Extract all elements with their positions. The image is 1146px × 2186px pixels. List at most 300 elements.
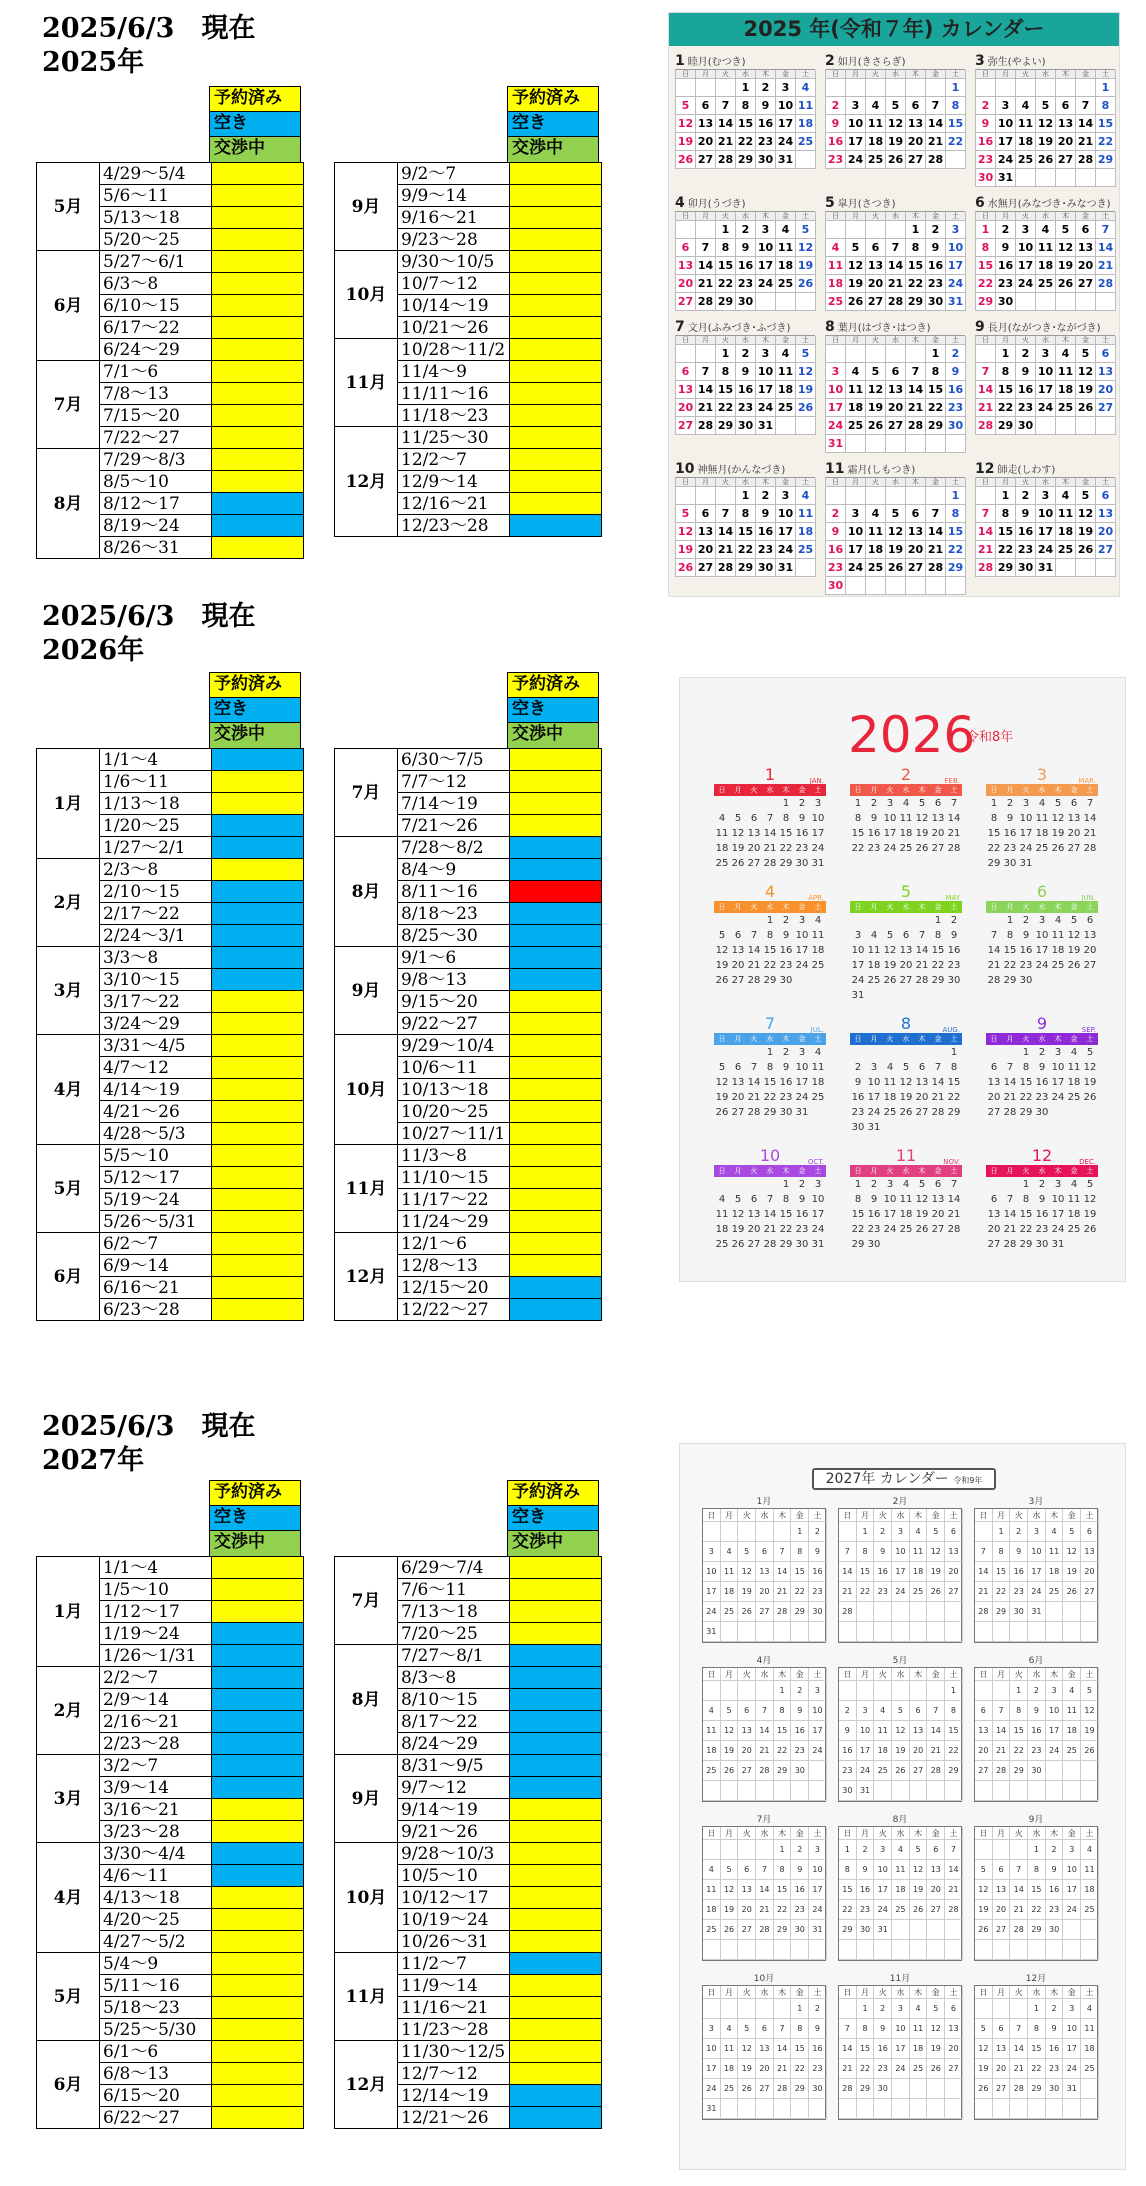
day: 14	[947, 1194, 961, 1205]
day: 4	[1081, 1999, 1099, 2019]
day: 4	[826, 239, 846, 257]
empty-day	[676, 345, 696, 363]
month-number: 10	[759, 1146, 781, 1165]
day: 6	[750, 1194, 758, 1205]
weekday-label: 日	[976, 336, 996, 345]
day: 30	[947, 975, 961, 986]
day: 22	[779, 843, 793, 854]
day: 8	[766, 930, 774, 941]
day: 1	[906, 221, 926, 239]
weekday-label: 土	[809, 1668, 827, 1681]
status-cell-booked	[510, 1887, 602, 1909]
empty-day	[946, 435, 966, 453]
week-range-cell: 5/11～16	[100, 1975, 212, 1997]
weekday-label: 火	[1016, 336, 1036, 345]
day: 15	[1019, 1209, 1033, 1220]
day: 23	[736, 275, 756, 293]
day: 9	[1016, 505, 1036, 523]
day: 3	[1054, 1179, 1062, 1190]
weekday-label: 日	[976, 212, 996, 221]
day: 2	[870, 1179, 878, 1190]
day: 2	[791, 1840, 809, 1860]
day: 1	[854, 1179, 862, 1190]
day: 26	[738, 2079, 756, 2099]
day: 19	[866, 399, 886, 417]
day: 30	[1046, 1920, 1064, 1940]
table-row	[335, 1145, 602, 1167]
day: 11	[1046, 1542, 1064, 1562]
empty-day	[1046, 1602, 1064, 1622]
weekday-label: 日	[676, 212, 696, 221]
day: 23	[1010, 1582, 1028, 1602]
weekday-label: 木	[906, 212, 926, 221]
status-cell-booked	[212, 1057, 304, 1079]
week-range-cell: 9/30～10/5	[398, 251, 510, 273]
day: 28	[927, 1761, 945, 1781]
empty-day	[906, 487, 926, 505]
month-number: 11	[895, 1146, 917, 1165]
day: 30	[756, 559, 776, 577]
empty-day	[721, 1522, 739, 1542]
week-range-cell: 7/21～26	[398, 815, 510, 837]
week-range-cell: 6/10～15	[100, 295, 212, 317]
weekday-label: 金	[926, 336, 946, 345]
day: 29	[1028, 2079, 1046, 2099]
day: 2	[1006, 798, 1014, 809]
status-cell-booked	[212, 1557, 304, 1579]
day: 4	[718, 813, 726, 824]
day: 28	[975, 1602, 993, 1622]
empty-day	[756, 1681, 774, 1701]
empty-day	[866, 79, 886, 97]
week-range-cell: 8/5～10	[100, 471, 212, 493]
day: 26	[915, 1224, 929, 1235]
day: 10	[846, 523, 866, 541]
status-cell-booked	[510, 1865, 602, 1887]
day: 22	[774, 1741, 792, 1761]
empty-day	[738, 1840, 756, 1860]
month-calendar	[986, 883, 1098, 1003]
day: 5	[910, 1840, 928, 1860]
day: 5	[1086, 1047, 1094, 1058]
empty-day	[975, 1781, 993, 1801]
weekday-label: 金	[934, 1035, 942, 1043]
day: 25	[1046, 1582, 1064, 1602]
weekday-label: 月	[696, 478, 716, 487]
day: 24	[883, 1224, 897, 1235]
day: 3	[1016, 221, 1036, 239]
day: 27	[756, 2079, 774, 2099]
day: 24	[811, 843, 825, 854]
day: 11	[874, 1721, 892, 1741]
day: 18	[796, 115, 816, 133]
status-cell-booked	[510, 273, 602, 295]
day: 10	[883, 813, 897, 824]
weekday-label: 金	[927, 1509, 945, 1522]
empty-day	[886, 221, 906, 239]
day: 26	[910, 1900, 928, 1920]
day: 3	[854, 930, 862, 941]
month-cell: 5月	[37, 1953, 100, 2041]
day: 4	[814, 1047, 822, 1058]
month-calendar	[825, 195, 965, 311]
empty-day	[676, 221, 696, 239]
day: 5	[1086, 1179, 1094, 1190]
status-cell-free	[510, 1299, 602, 1321]
day: 27	[866, 293, 886, 311]
weekday-label: 月	[996, 212, 1016, 221]
day: 17	[1035, 945, 1049, 956]
empty-day	[886, 435, 906, 453]
empty-day	[1076, 559, 1096, 577]
day: 12	[1083, 1062, 1097, 1073]
day: 18	[899, 1209, 913, 1220]
day: 16	[1046, 1880, 1064, 1900]
day: 11	[899, 1194, 913, 1205]
week-range-cell: 6/16～21	[100, 1277, 212, 1299]
day: 26	[721, 1761, 739, 1781]
weekday-label: 土	[814, 1035, 822, 1043]
day: 2	[1016, 345, 1036, 363]
day: 2	[809, 1999, 827, 2019]
calendar-2026-era: 令和8年	[966, 730, 1014, 745]
day: 10	[703, 2039, 721, 2059]
empty-day	[927, 2079, 945, 2099]
weekday-label: 土	[1086, 903, 1094, 911]
day: 8	[946, 97, 966, 115]
weekday-label: 日	[676, 70, 696, 79]
weekday-label: 月	[993, 1986, 1011, 1999]
day: 2	[809, 1522, 827, 1542]
day: 17	[857, 1741, 875, 1761]
day-grid	[675, 335, 815, 435]
day: 27	[886, 417, 906, 435]
day: 8	[716, 239, 736, 257]
day: 2	[756, 79, 776, 97]
day: 10	[809, 1860, 827, 1880]
day: 17	[1063, 2039, 1081, 2059]
empty-day	[703, 1940, 721, 1960]
empty-day	[882, 1045, 898, 1060]
day: 9	[826, 115, 846, 133]
day: 13	[987, 1077, 1001, 1088]
empty-day	[738, 1940, 756, 1960]
empty-day	[976, 487, 996, 505]
day: 19	[1056, 257, 1076, 275]
weekday-label: 月	[1006, 1167, 1014, 1175]
day: 17	[1016, 257, 1036, 275]
status-cell-booked	[212, 1255, 304, 1277]
week-range-cell: 8/11～16	[398, 881, 510, 903]
status-cell-booked	[212, 1579, 304, 1601]
table-row	[335, 1557, 602, 1579]
day: 30	[839, 1781, 857, 1801]
day: 27	[906, 151, 926, 169]
status-cell-booked	[510, 1557, 602, 1579]
day: 9	[826, 523, 846, 541]
weekday-label: 月	[993, 1827, 1011, 1840]
day: 11	[715, 828, 729, 839]
day: 20	[731, 960, 745, 971]
weekday-label: 水	[1028, 1827, 1046, 1840]
day: 10	[851, 945, 865, 956]
day: 18	[703, 1741, 721, 1761]
week-range-cell: 1/27～2/1	[100, 837, 212, 859]
status-cell-free	[212, 969, 304, 991]
day: 18	[1051, 945, 1065, 956]
day: 26	[715, 975, 729, 986]
weekday-label: 金	[1070, 903, 1078, 911]
day: 7	[975, 1542, 993, 1562]
day: 14	[774, 2039, 792, 2059]
month-english: SEP.	[1081, 1026, 1096, 1034]
day: 1	[791, 1999, 809, 2019]
day: 22	[851, 843, 865, 854]
status-cell-booked	[212, 1975, 304, 1997]
day: 14	[839, 2039, 857, 2059]
day: 8	[791, 2019, 809, 2039]
weekday-label: 火	[1016, 212, 1036, 221]
day: 20	[696, 133, 716, 151]
week-range-cell: 10/27～11/1	[398, 1123, 510, 1145]
weekday-label: 水	[1036, 212, 1056, 221]
day: 21	[839, 2059, 857, 2079]
empty-day	[898, 913, 914, 928]
day: 2	[791, 1681, 809, 1701]
day: 15	[716, 257, 736, 275]
weekday-label: 日	[975, 1668, 993, 1681]
day: 8	[736, 97, 756, 115]
weekday-label: 木	[774, 1668, 792, 1681]
weekday-label: 日	[990, 1035, 998, 1043]
day: 30	[1028, 1761, 1046, 1781]
day: 18	[715, 1224, 729, 1235]
day: 13	[696, 523, 716, 541]
day: 26	[927, 2059, 945, 2079]
day: 1	[736, 79, 756, 97]
status-cell-booked	[510, 427, 602, 449]
day: 19	[1051, 828, 1065, 839]
day: 7	[993, 1701, 1011, 1721]
empty-day	[846, 221, 866, 239]
month-english: OCT.	[807, 1158, 824, 1166]
day: 12	[676, 523, 696, 541]
day: 9	[1038, 1062, 1046, 1073]
day: 1	[1096, 79, 1116, 97]
status-cell-booked	[212, 1601, 304, 1623]
day: 12	[886, 523, 906, 541]
day: 1	[1022, 1179, 1030, 1190]
table-row	[37, 1035, 304, 1057]
week-range-cell: 1/13～18	[100, 793, 212, 815]
empty-day	[774, 1622, 792, 1642]
day: 26	[975, 2079, 993, 2099]
day-grid	[975, 477, 1115, 577]
day: 6	[1081, 1522, 1099, 1542]
day: 19	[927, 2039, 945, 2059]
day: 20	[906, 133, 926, 151]
day: 27	[738, 1920, 756, 1940]
day: 20	[931, 828, 945, 839]
weekday-label: 木	[1054, 1167, 1062, 1175]
day: 14	[756, 1880, 774, 1900]
day: 26	[1081, 1741, 1099, 1761]
empty-day	[906, 435, 926, 453]
day: 9	[791, 1701, 809, 1721]
weekday-label: 水	[902, 1167, 910, 1175]
status-cell-booked	[212, 2019, 304, 2041]
month-cell: 7月	[37, 361, 100, 449]
month-number: 3	[975, 53, 985, 69]
day: 29	[763, 975, 777, 986]
legend-free: 空き	[508, 112, 598, 137]
day: 2	[826, 97, 846, 115]
day: 19	[886, 133, 906, 151]
empty-day	[703, 1681, 721, 1701]
status-cell-free	[510, 1667, 602, 1689]
day: 28	[1010, 2079, 1028, 2099]
empty-day	[746, 1177, 762, 1192]
day: 15	[763, 945, 777, 956]
month-calendar	[850, 766, 962, 871]
day: 17	[892, 2039, 910, 2059]
status-cell-free	[212, 1667, 304, 1689]
day: 28	[716, 151, 736, 169]
weekday-label: 金	[798, 1035, 806, 1043]
day: 26	[886, 151, 906, 169]
empty-day	[1076, 293, 1096, 311]
weekday-label: 木	[774, 1986, 792, 1999]
day: 28	[763, 858, 777, 869]
day: 18	[1081, 2039, 1099, 2059]
day: 13	[1096, 505, 1116, 523]
day: 8	[716, 363, 736, 381]
day: 21	[1096, 257, 1116, 275]
week-range-cell: 5/20～25	[100, 229, 212, 251]
legend-nego: 交渉中	[508, 1531, 598, 1556]
day-grid	[850, 1045, 962, 1135]
month-calendar	[975, 461, 1115, 595]
day: 4	[1056, 345, 1076, 363]
day: 6	[756, 1542, 774, 1562]
day: 11	[715, 1209, 729, 1220]
status-cell-booked	[510, 1843, 602, 1865]
day: 9	[874, 1542, 892, 1562]
day: 17	[811, 1209, 825, 1220]
empty-day	[850, 913, 866, 928]
empty-day	[866, 1045, 882, 1060]
day: 24	[756, 275, 776, 293]
weekday-label: 水	[1028, 1509, 1046, 1522]
status-cell-booked	[510, 1579, 602, 1601]
day: 27	[1056, 151, 1076, 169]
day: 1	[946, 79, 966, 97]
day: 17	[809, 1721, 827, 1741]
day: 9	[996, 239, 1016, 257]
status-cell-booked	[212, 1167, 304, 1189]
empty-day	[809, 1940, 827, 1960]
day: 21	[975, 1582, 993, 1602]
day: 9	[839, 1721, 857, 1741]
weekday-label: 水	[886, 70, 906, 79]
status-cell-free	[510, 2085, 602, 2107]
day: 26	[1051, 843, 1065, 854]
empty-day	[906, 79, 926, 97]
day: 12	[846, 257, 866, 275]
month-cell: 2月	[37, 859, 100, 947]
day: 28	[1083, 843, 1097, 854]
day: 20	[676, 399, 696, 417]
day: 10	[996, 115, 1016, 133]
day: 3	[798, 915, 806, 926]
day: 17	[851, 960, 865, 971]
weekday-label: 火	[738, 1827, 756, 1840]
day: 7	[976, 505, 996, 523]
day: 30	[795, 858, 809, 869]
day: 9	[1016, 363, 1036, 381]
day: 22	[946, 541, 966, 559]
day: 13	[866, 257, 886, 275]
empty-day	[809, 2099, 827, 2119]
table-row	[335, 1645, 602, 1667]
day: 25	[1035, 843, 1049, 854]
weekday-label: 火	[866, 478, 886, 487]
day: 4	[796, 79, 816, 97]
month-header: 4月	[756, 1656, 772, 1666]
status-cell-booked	[212, 361, 304, 383]
day: 5	[927, 1999, 945, 2019]
month-header: 3 弥生(やよい)	[975, 53, 1046, 69]
weekday-label: 金	[1076, 478, 1096, 487]
day: 1	[993, 1522, 1011, 1542]
status-cell-booked	[510, 185, 602, 207]
day: 7	[696, 239, 716, 257]
month-number: 8	[900, 1014, 912, 1033]
weekday-label: 水	[766, 786, 774, 794]
day: 27	[731, 1107, 745, 1118]
day: 29	[931, 975, 945, 986]
table-row	[37, 1755, 304, 1777]
status-cell-booked	[510, 1035, 602, 1057]
day: 26	[796, 399, 816, 417]
month-calendar	[975, 319, 1115, 453]
empty-day	[1010, 1999, 1028, 2019]
day: 12	[721, 1880, 739, 1900]
empty-day	[676, 79, 696, 97]
day: 7	[1076, 97, 1096, 115]
day: 5	[918, 1179, 926, 1190]
day: 13	[696, 115, 716, 133]
empty-day	[796, 293, 816, 311]
day: 13	[1096, 363, 1116, 381]
day: 21	[987, 960, 1001, 971]
legend-2026-right	[507, 672, 599, 749]
weekday-label: 火	[886, 786, 894, 794]
day: 2	[782, 1047, 790, 1058]
day: 28	[945, 1900, 963, 1920]
weekday-label: 日	[975, 1509, 993, 1522]
empty-day	[874, 1622, 892, 1642]
weekday-label: 土	[814, 903, 822, 911]
day: 29	[945, 1761, 963, 1781]
weekday-label: 木	[756, 478, 776, 487]
empty-day	[738, 1681, 756, 1701]
day: 5	[1063, 1522, 1081, 1542]
day: 14	[975, 1562, 993, 1582]
day: 1	[996, 487, 1016, 505]
empty-day	[839, 1999, 857, 2019]
weekday-label: 日	[990, 786, 998, 794]
